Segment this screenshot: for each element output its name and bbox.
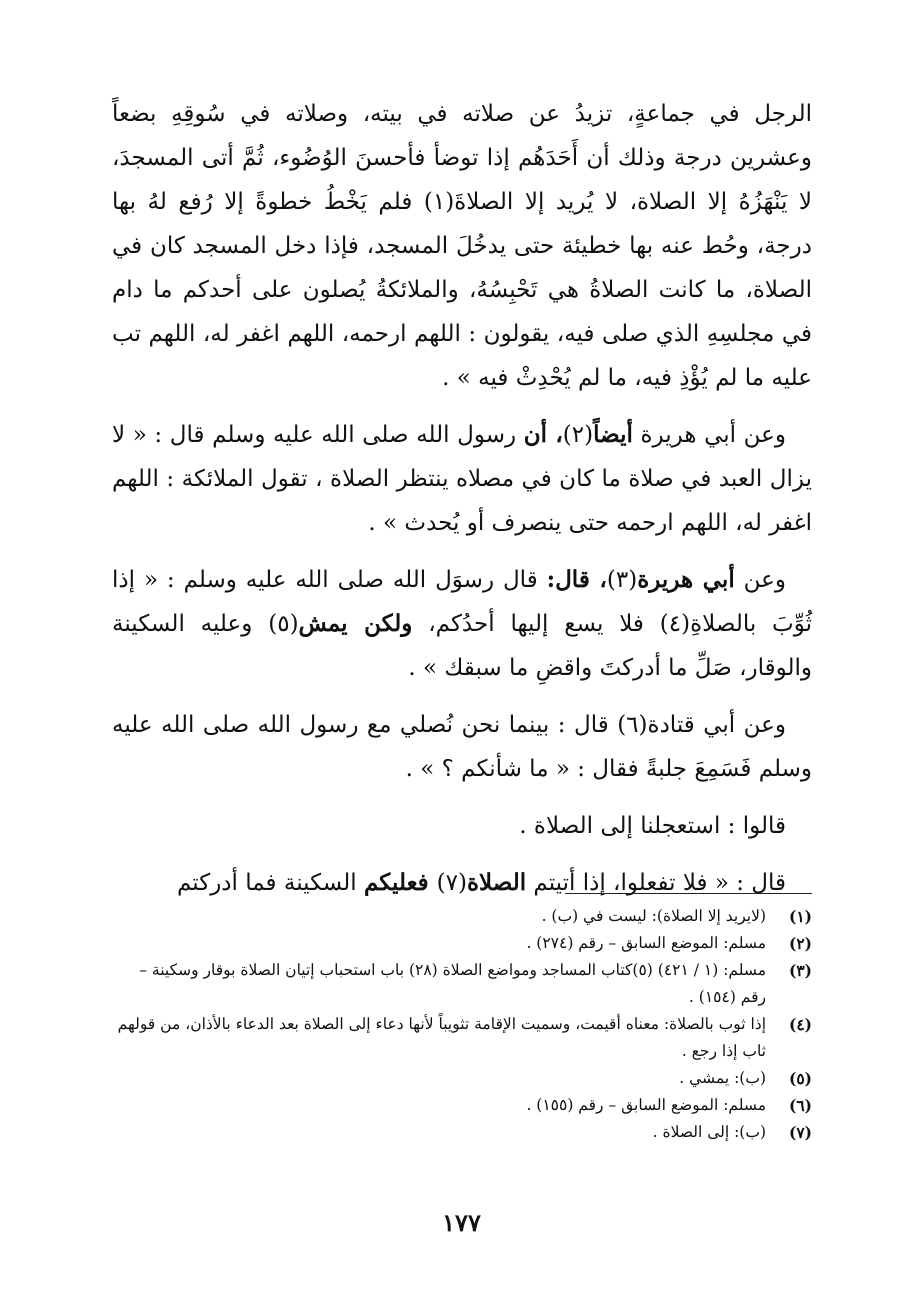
footnote-number: (٥)	[788, 1069, 812, 1088]
text-segment: وعن أبي هريرة	[632, 422, 786, 448]
footnotes	[112, 903, 812, 1146]
footnote	[112, 957, 812, 1011]
text-segment: (٧)	[436, 870, 467, 896]
text-segment: (٢)	[562, 422, 594, 448]
footnote-text: (لايريد إلا الصلاة): ليست في (ب) .	[541, 907, 766, 925]
paragraph	[112, 804, 812, 848]
paragraph	[112, 558, 812, 690]
footnote-text: (ب): إلى الصلاة .	[652, 1123, 766, 1141]
page-number: ١٧٧	[442, 1208, 481, 1237]
text-segment: (٣)	[606, 567, 638, 593]
paragraph	[112, 703, 812, 791]
paragraph	[112, 861, 812, 905]
text-segment: فلا يسع إليها أحدُكم،	[412, 611, 660, 637]
footnote-text: مسلم: (١ / ٤٢١) (٥)كتاب المساجد ومواضع الصلاة (٢٨) باب استحباب إتيان الصلاة بوقار وسكينة – رقم (١٥٤) .	[139, 961, 766, 1006]
footnote-number: (٦)	[788, 1096, 812, 1115]
footnote-number: (٧)	[788, 1123, 812, 1142]
footnote	[112, 1065, 812, 1092]
footnote	[112, 930, 812, 957]
footnote-text: مسلم: الموضع السابق – رقم (٢٧٤) .	[526, 934, 766, 952]
footnote	[112, 903, 812, 930]
text-segment: (١)	[423, 189, 455, 215]
footnote-number: (٣)	[788, 961, 812, 980]
footnote-text: (ب): يمشي .	[679, 1069, 766, 1087]
footnote-number: (٢)	[788, 934, 812, 953]
text-segment: قال : بينما نحن نُصلي مع رسول الله صلى الله عليه وسلم فَسَمِعَ جلبةً فقال : « ما شأنكم ؟ » .	[112, 712, 812, 782]
text-segment: (٤)	[659, 611, 691, 637]
text-segment: فلم يَخْطُ خطوةً إلا رُفع لهُ بها درجة، وحُط عنه بها خطيئة حتى يدخُلَ المسجد، فإذا دخل المسجد كان في الصلاة، ما كانت الصلاةُ هي تَحْبِسُهُ، والملائكةُ يُصلون على أحدكم ما دام في مجلسِهِ الذي صلى فيه، يقولون : اللهم ارحمه، اللهم اغفر له، اللهم تب عليه ما لم يُؤْذِ فيه، ما لم يُحْدِثْ فيه » .	[112, 189, 812, 391]
text-segment: أيضاً	[593, 421, 633, 448]
paragraph	[112, 413, 812, 545]
footnote-text: مسلم: الموضع السابق – رقم (١٥٥) .	[526, 1096, 766, 1114]
footnote-text: إذا ثوب بالصلاة: معناه أقيمت، وسميت الإقامة تثويباً لأنها دعاء إلى الصلاة بعد الدعاء بالأذان، من قولهم ثاب إذا رجع .	[117, 1015, 766, 1060]
text-segment: أبي هريرة	[637, 566, 735, 593]
text-segment: قال : « فلا تفعلوا، إذا أتيتم	[526, 870, 786, 896]
text-segment: الرجل في جماعةٍ، تزيدُ عن صلاته في بيته، وصلاته في سُوقِهِ بضعاً وعشرين درجة وذلك أن أَحَدَهُم إذا توضأ فأحسنَ الوُضُوء، ثُمَّ أتى المسجدَ، لا يَنْهَزُهُ إلا الصلاة، لا يُريد إلا الصلاةَ	[112, 101, 812, 215]
text-segment: وعليه السكينة والوقار، صَلِّ ما أدركتَ واقضِ ما سبقك » .	[112, 611, 812, 681]
text-segment: ، قال:	[546, 566, 607, 593]
text-segment: وعن أبي قتادة	[647, 712, 786, 738]
footnote	[112, 1092, 812, 1119]
text-segment: ولكن يمش	[298, 610, 413, 637]
footnote-number: (٤)	[788, 1015, 812, 1034]
text-segment: وعن	[734, 567, 786, 593]
footnote	[112, 1119, 812, 1146]
text-segment: الصلاة	[467, 869, 527, 896]
paragraph	[112, 92, 812, 400]
footnote-number: (١)	[788, 907, 812, 926]
text-segment: قال رسوَل الله صلى الله عليه وسلم : « إذا ثُوِّبَ بالصلاةِ	[112, 567, 812, 637]
text-segment: فعليكم	[364, 869, 437, 896]
footnote-separator	[565, 893, 812, 894]
text-segment: رسول الله صلى الله عليه وسلم قال : « لا يزال العبد في صلاة ما كان في مصلاه ينتظر الصلاة ، تقول الملائكة : اللهم اغفر له، اللهم ارحمه حتى ينصرف أو يُحدث » .	[112, 422, 812, 536]
footnote	[112, 1011, 812, 1065]
text-segment: ، أن	[523, 421, 563, 448]
text-segment: قالوا : استعجلنا إلى الصلاة .	[519, 813, 786, 839]
text-segment: (٥)	[268, 611, 299, 637]
main-text	[112, 92, 812, 918]
text-segment: السكينة فما أدركتم	[177, 870, 364, 896]
text-segment: (٦)	[617, 712, 648, 738]
